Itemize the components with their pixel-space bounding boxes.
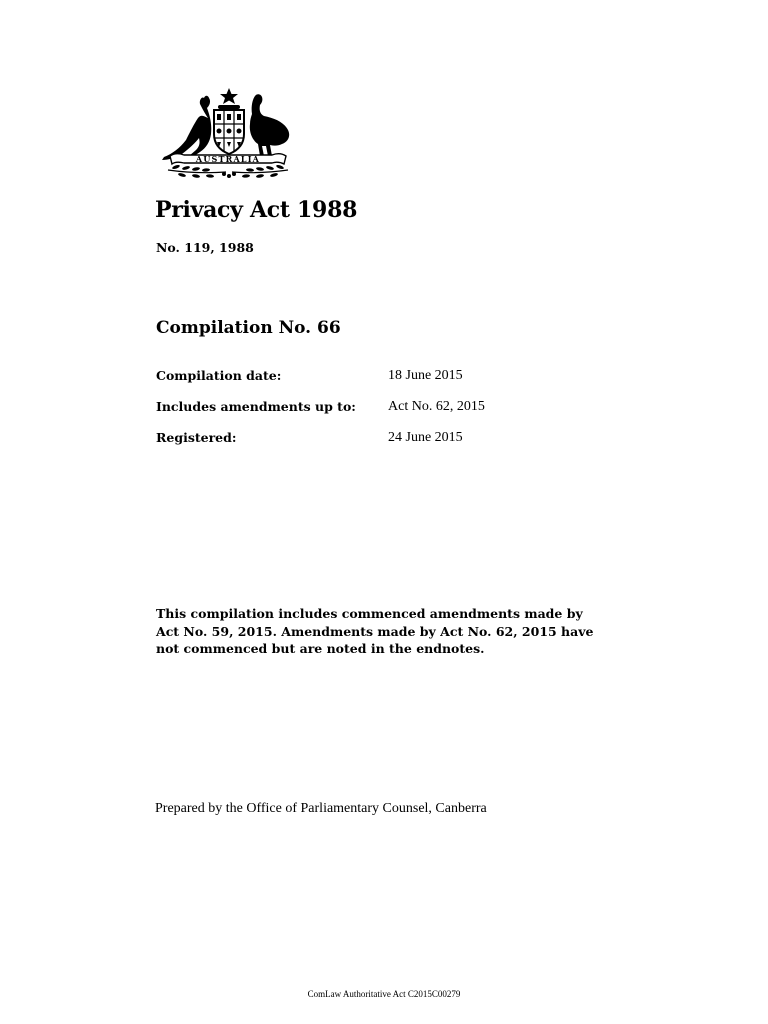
detail-label: Includes amendments up to: bbox=[156, 399, 356, 414]
coat-of-arms-logo bbox=[156, 86, 298, 182]
compilation-details bbox=[156, 368, 576, 461]
detail-row-compilation-date bbox=[156, 368, 576, 399]
crest-motto-text: AUSTRALIA bbox=[195, 154, 261, 164]
page-footer: ComLaw Authoritative Act C2015C00279 bbox=[307, 989, 461, 999]
prepared-by-line: Prepared by the Office of Parliamentary Counsel, Canberra bbox=[155, 801, 487, 816]
act-number: No. 119, 1988 bbox=[156, 240, 254, 255]
detail-value: Act No. 62, 2015 bbox=[388, 399, 485, 414]
detail-row-registered bbox=[156, 430, 576, 461]
detail-value: 18 June 2015 bbox=[388, 368, 463, 383]
detail-label: Compilation date: bbox=[156, 368, 282, 383]
detail-value: 24 June 2015 bbox=[388, 430, 463, 445]
detail-row-amendments-up-to bbox=[156, 399, 576, 430]
compilation-heading: Compilation No. 66 bbox=[156, 318, 341, 338]
detail-label: Registered: bbox=[156, 430, 237, 445]
act-title: Privacy Act 1988 bbox=[155, 197, 358, 223]
compilation-notice: This compilation includes commenced amendments made by Act No. 59, 2015. Amendments made by Act No. 62, 2015 have not commenced but are noted in the endnotes. bbox=[156, 606, 594, 656]
